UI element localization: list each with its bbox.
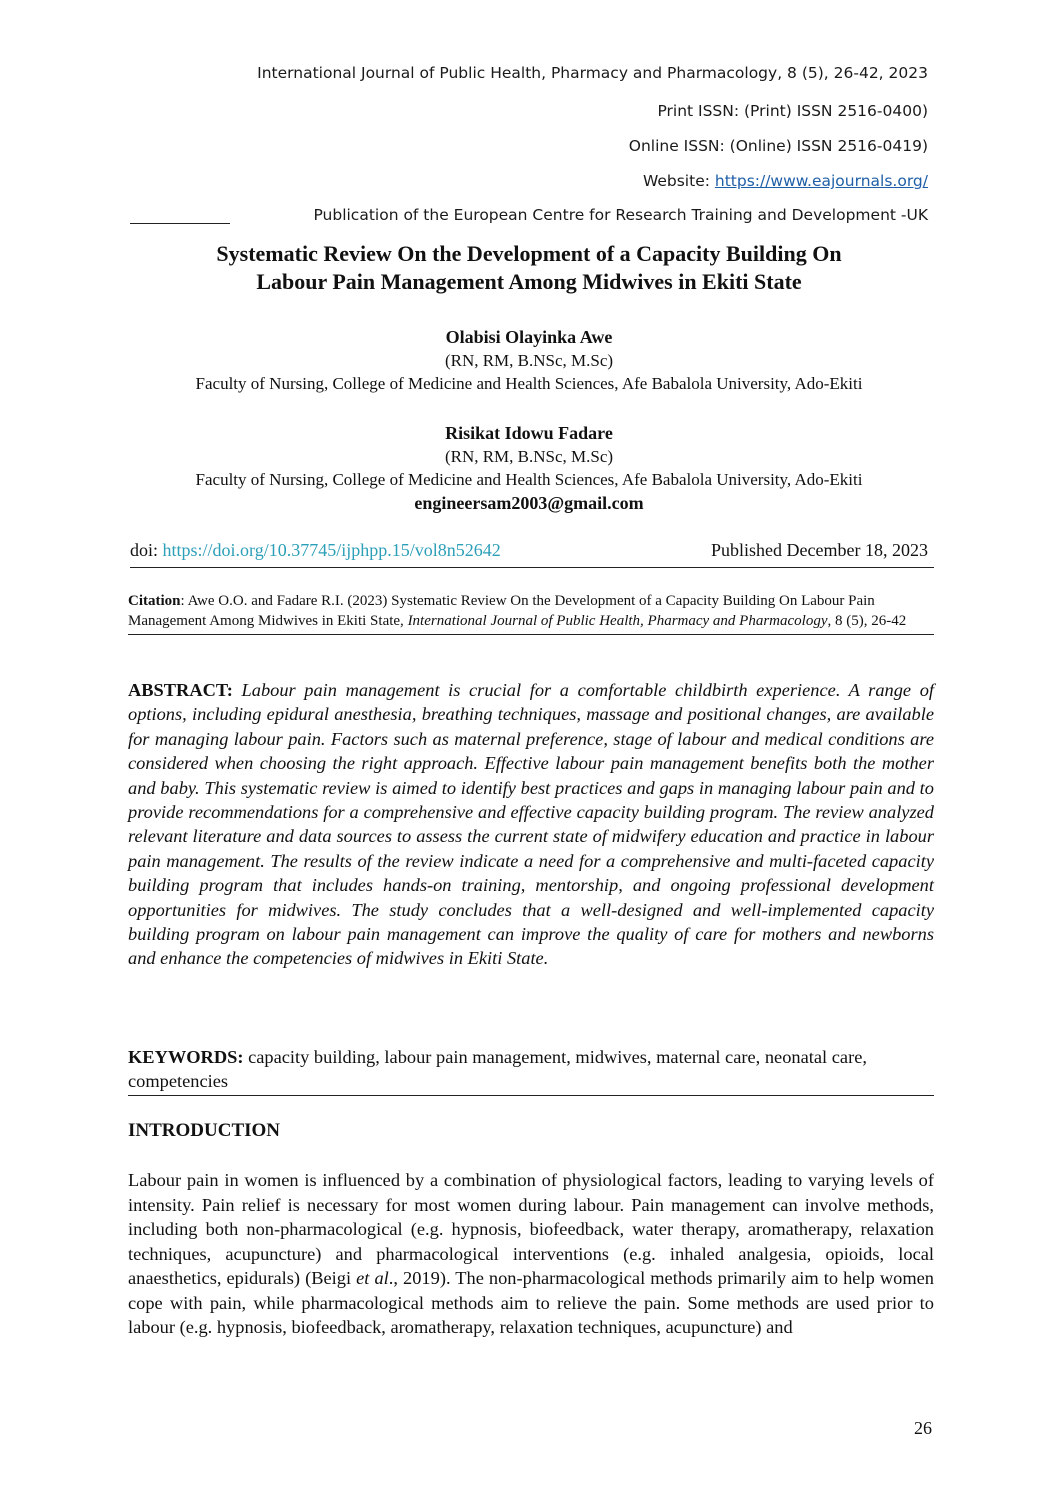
abstract-block — [128, 678, 934, 971]
print-issn: Print ISSN: (Print) ISSN 2516-0400) — [657, 102, 928, 120]
intro-text-2: ., 2019). The non-pharmacological methods primarily aim to help women cope with pain, while pharmacological methods aim to relieve the pain. Some methods are used prior to labour (e.g. hypnosis, biofeedback, aromatherapy, relaxation techniques, acupuncture) and — [128, 1268, 934, 1337]
abstract-label: ABSTRACT: — [128, 680, 233, 700]
website-line — [643, 172, 928, 190]
paper-title — [100, 240, 958, 296]
keywords-block — [128, 1045, 934, 1096]
intro-etal: et al — [356, 1268, 389, 1288]
keywords-text: capacity building, labour pain management, midwives, maternal care, neonatal care, competencies — [128, 1047, 867, 1091]
author-email: engineersam2003@gmail.com — [414, 493, 644, 513]
website-label: Website: — [642, 172, 715, 190]
title-line-2: Labour Pain Management Among Midwives in Ekiti State — [256, 269, 802, 294]
author-2-credentials: (RN, RM, B.NSc, M.Sc) — [444, 447, 614, 466]
header-rule — [130, 223, 230, 224]
author-1-affiliation: Faculty of Nursing, College of Medicine and Health Sciences, Afe Babalola University, Ado-Ekiti — [195, 374, 863, 393]
keywords-label: KEYWORDS: — [128, 1047, 244, 1067]
page-number: 26 — [914, 1418, 932, 1438]
doi-label: doi: — [130, 540, 163, 560]
citation-text: : Awe O.O. and Fadare R.I. (2023) Systematic Review On the Development of a Capacity Building On Labour Pain Management Among Midwives in Ekiti State, — [128, 593, 875, 629]
section-heading-introduction: INTRODUCTION — [128, 1120, 281, 1141]
doi-link[interactable]: https://doi.org/10.37745/ijphpp.15/vol8n52642 — [162, 540, 501, 560]
citation-block — [128, 592, 934, 635]
doi — [130, 540, 501, 561]
online-issn: Online ISSN: (Online) ISSN 2516-0419) — [628, 137, 928, 155]
citation-journal: International Journal of Public Health, Pharmacy and Pharmacology — [407, 612, 828, 629]
journal-header: International Journal of Public Health, Pharmacy and Pharmacology, 8 (5), 26-42, 2023 — [257, 64, 928, 82]
intro-text-1: Labour pain in women is influenced by a combination of physiological factors, leading to varying levels of intensity. Pain relief is necessary for most women during labour. Pain management can involve methods, including both non-pharmacological (e.g. hypnosis, biofeedback, water therapy, aromatherapy, relaxation techniques, acupuncture) and pharmacological interventions (e.g. inhaled analgesia, opioids, local anaesthetics, epidurals) (Beigi — [128, 1170, 934, 1288]
author-1-name: Olabisi Olayinka Awe — [445, 327, 613, 347]
abstract-text: Labour pain management is crucial for a comfortable childbirth experience. A range of options, including epidural anesthesia, breathing techniques, massage and positional changes, are available for managing labour pain. Factors such as maternal preference, stage of labour and medical conditions are considered when choosing the right approach. Effective labour pain management benefits both the mother and baby. This systematic review is aimed to identify best practices and gaps in managing labour pain and to provide recommendations for a comprehensive and effective capacity building program. The review analyzed relevant literature and data sources to assess the current state of midwifery education and practice in labour pain management. The results of the review indicate a need for a comprehensive and multi-faceted capacity building program that includes hands-on training, mentorship, and ongoing professional development opportunities for midwives. The study concludes that a well-designed and well-implemented capacity building program on labour pain management can improve the quality of care for mothers and newborns and enhance the competencies of midwives in Ekiti State. — [128, 680, 934, 969]
doi-row — [130, 540, 934, 568]
author-2-affiliation: Faculty of Nursing, College of Medicine and Health Sciences, Afe Babalola University, Ado-Ekiti — [195, 470, 863, 489]
citation-tail: , 8 (5), 26-42 — [827, 612, 907, 629]
intro-paragraph — [128, 1168, 934, 1340]
author-1-credentials: (RN, RM, B.NSc, M.Sc) — [444, 351, 614, 370]
published-date: Published December 18, 2023 — [711, 540, 928, 560]
title-line-1: Systematic Review On the Development of a Capacity Building On — [216, 241, 842, 266]
author-2-name: Risikat Idowu Fadare — [445, 423, 613, 443]
publisher-line: Publication of the European Centre for Research Training and Development -UK — [313, 206, 928, 224]
website-link[interactable]: https://www.eajournals.org/ — [714, 172, 928, 190]
citation-label: Citation — [128, 593, 181, 609]
